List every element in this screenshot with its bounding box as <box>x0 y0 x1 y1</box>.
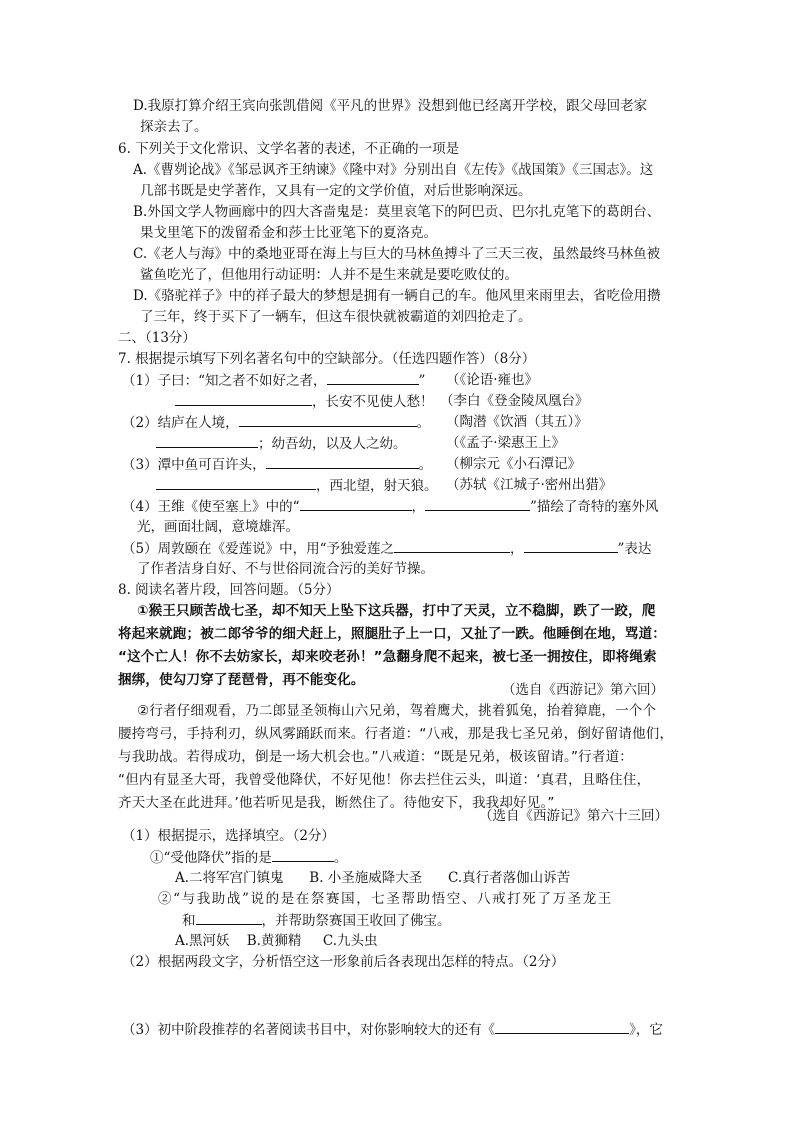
answer-blank[interactable] <box>394 538 510 553</box>
q6-option-a-line1: A.《曹刿论战》《邹忌讽齐王纳谏》《隆中对》分别出自《左传》《战国策》《三国志》。这 <box>133 162 654 178</box>
q8-sub1-b-options: A.黑河妖 B.黄狮精 C.九头虫 <box>175 933 378 949</box>
answer-blank[interactable] <box>327 370 419 385</box>
answer-blank[interactable] <box>266 454 419 469</box>
q7-item4-line1: （4）王维《使至塞上》中的“ ， ”描绘了奇特的塞外风 <box>122 496 658 517</box>
answer-blank[interactable] <box>156 433 258 448</box>
q6-option-c-line2: 鲨鱼吃光了，但他用行动证明：人并不是生来就是要吃败仗的。 <box>140 267 518 283</box>
answer-blank[interactable] <box>300 496 412 511</box>
q8-stem: 8. 阅读名著片段，回答问题。（5分） <box>118 582 340 598</box>
q7-item3-line1: （3）潭中鱼可百许头， 。 <box>122 454 432 475</box>
q7-item5-line2: 了作者洁身自好、不与世俗同流合污的美好节操。 <box>137 561 434 577</box>
q6-option-b-line1: B.外国文学人物画廊中的四大吝啬鬼是：莫里哀笔下的阿巴贡、巴尔扎克笔下的葛朗台、 <box>133 204 661 220</box>
q8-passage1-line3: “这个亡人！你不去妨家长，却来咬老孙！”急翻身爬不起来，被七圣一拥按住，即将绳索 <box>118 649 657 665</box>
q5-option-d-line2: 探亲去了。 <box>140 119 208 135</box>
q6-option-c-line1: C.《老人与海》中的桑地亚哥在海上与巨大的马林鱼搏斗了三天三夜，虽然最终马林鱼被 <box>133 246 661 262</box>
q7-item5-line1: （5）周敦颐在《爱莲说》中，用“予独爱莲之 ， ”表达 <box>122 538 651 559</box>
q6-option-a-line2: 几部书既是史学著作，又具有一定的文学价值，对后世影响深远。 <box>140 183 532 199</box>
q7-item1-line1: （1）子曰：“知之者不如好之者， ” <box>122 370 425 391</box>
q8-passage1-line4: 捆绑，使勾刀穿了琵琶骨，再不能变化。 <box>118 672 365 688</box>
answer-blank[interactable] <box>175 391 312 406</box>
answer-blank[interactable] <box>425 496 530 511</box>
q7-item1-line2: ，长安不见使人愁！ <box>175 391 434 412</box>
q6-option-d-line2: 了三年，终于买下了一辆车，但这车很快就被霸道的刘四抢走了。 <box>140 309 532 325</box>
q7-item2b-source: （《孟子·梁惠王上》 <box>446 435 566 451</box>
q8-passage2-line2: 腰挎弯弓，手持利刃，纵风雾踊跃而来。行者道：“八戒，那是我七圣兄弟，倒好留请他们， <box>118 726 674 742</box>
section-two-heading: 二、（13分） <box>118 330 196 346</box>
q7-item3-source: （柳宗元《小石潭记》 <box>446 456 581 472</box>
q6-stem: 6. 下列关于文化常识、文学名著的表述，不正确的一项是 <box>118 141 460 157</box>
q7-item1b-source: （李白《登金陵凤凰台》 <box>440 393 589 409</box>
q7-item4-line2: 光，画面壮阔，意境雄浑。 <box>137 519 299 535</box>
q8-sub1-a-options: A.二将军宫门镇鬼 B. 小圣施威降大圣 C.真行者落伽山诉苦 <box>175 870 571 886</box>
q8-passage1-line1: ①猴王只顾苦战七圣，却不知天上坠下这兵器，打中了天灵，立不稳脚，跌了一跤，爬 <box>137 603 656 619</box>
q8-sub1-stem: （1）根据提示，选择填空。（2分） <box>122 828 335 844</box>
q6-option-b-line2: 果戈里笔下的泼留希金和莎士比亚笔下的夏洛克。 <box>140 225 437 241</box>
q6-option-d-line1: D.《骆驼祥子》中的祥子最大的梦想是拥有一辆自己的车。他风里来雨里去，省吃俭用攒 <box>133 288 661 304</box>
q8-passage2-line1: ②行者仔细观看，乃二郎显圣领梅山六兄弟，驾着鹰犬，挑着狐兔，抬着獐鹿，一个个 <box>137 703 657 719</box>
q7-item2-source: （陶潜《饮酒（其五）》 <box>446 414 588 430</box>
q7-item1-source: （《论语·雍也》 <box>446 372 539 388</box>
q8-passage2-line5: 齐天大圣在此进拜。’他若听见是我，断然住了。待他安下，我我却好见。” <box>118 795 555 811</box>
q8-passage2-line3: 与我助战。若得成功，倒是一场大机会也。”八戒道：“既是兄弟，极该留请。”行者道： <box>118 749 633 765</box>
q8-passage1-source: （选自《西游记》第六回） <box>502 682 664 698</box>
answer-blank[interactable] <box>156 475 316 490</box>
answer-blank[interactable] <box>495 1019 629 1034</box>
q7-item2-line1: （2）结庐在人境， 。 <box>122 412 430 433</box>
q8-sub2-stem: （2）根据两段文字，分析悟空这一形象前后各表现出怎样的特点。（2分） <box>122 954 565 970</box>
q8-sub1-b-line1: ②“与我助战”说的是在祭赛国，七圣帮助悟空、八戒打死了万圣龙王 <box>158 891 613 907</box>
q5-option-d-line1: D.我原打算介绍王宾向张凯借阅《平凡的世界》没想到他已经离开学校，跟父母回老家 <box>133 98 648 114</box>
q8-sub1-b-line2: 和 ，并帮助祭赛国王收回了佛宝。 <box>182 910 451 931</box>
q8-passage1-line2: 将起来就跑；被二郎爷爷的细犬赶上，照腿肚子上一口，又扯了一跌。他睡倒在地，骂道： <box>118 626 666 642</box>
answer-blank[interactable] <box>196 910 262 925</box>
answer-blank[interactable] <box>524 538 618 553</box>
q7-stem: 7. 根据提示填写下列名著名句中的空缺部分。（任选四题作答）（8分） <box>118 351 536 367</box>
q7-item3b-source: （苏轼《江城子·密州出猎》 <box>446 477 613 493</box>
q8-passage2-source: （选自《西游记》第六十三回） <box>479 808 668 824</box>
q8-sub1-a: ①“受他降伏”指的是 。 <box>150 847 347 868</box>
q8-sub3-line1: （3）初中阶段推荐的名著阅读书目中，对你影响较大的还有《 》，它 <box>122 1019 663 1040</box>
answer-blank[interactable] <box>239 412 417 427</box>
q8-passage2-line4: “但内有显圣大哥，我曾受他降伏，不好见他！你去拦住云头，叫道：‘真君，且略住住， <box>118 772 651 788</box>
answer-blank[interactable] <box>272 847 334 862</box>
q7-item3-line2: ，西北望，射天狼。 <box>156 475 438 496</box>
q7-item2-line2: ；幼吾幼，以及人之幼。 <box>156 433 407 454</box>
